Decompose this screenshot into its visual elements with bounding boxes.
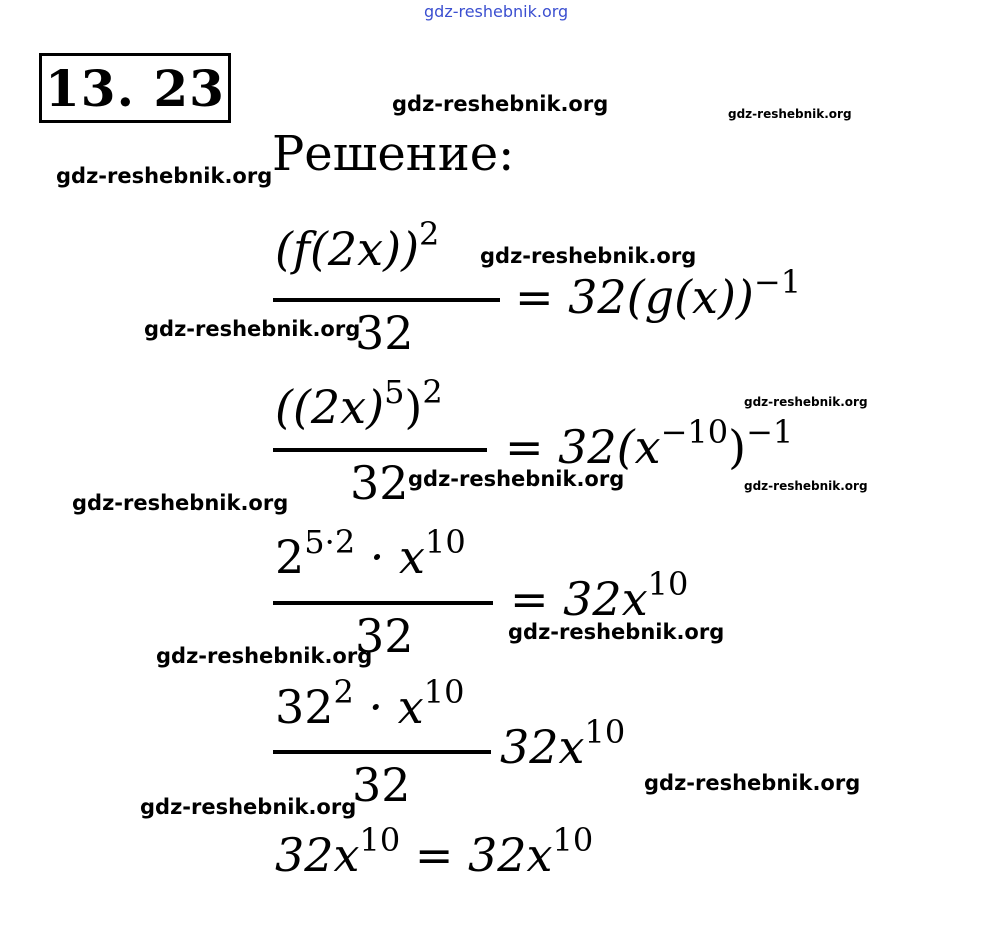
exponent: 10 [423,673,465,711]
exponent: 2 [333,673,354,711]
equation-1-denominator: 32 [355,306,414,360]
watermark: gdz-reshebnik.org [508,620,725,644]
watermark: gdz-reshebnik.org [744,479,868,493]
equation-4-numerator [275,673,465,734]
numerator-base: 32 [275,680,334,734]
exponent: 10 [552,821,594,859]
rhs-expression: 32x [500,720,585,774]
exponent: 2 [422,373,443,411]
numerator-expression: ((2x) [275,380,385,434]
exponent: 10 [359,821,401,859]
exponent: 10 [647,565,689,603]
fraction-bar [273,298,500,302]
equation-3-rhs [510,565,689,626]
watermark: gdz-reshebnik.org [644,771,861,795]
exponent: −1 [746,413,794,451]
fraction-bar [273,601,493,605]
equation-2-denominator: 32 [350,456,409,510]
exponent: 5 [384,373,405,411]
equation-4-denominator: 32 [352,758,411,812]
watermark: gdz-reshebnik.org [56,164,273,188]
watermark: gdz-reshebnik.org [144,317,361,341]
exponent: 10 [584,713,626,751]
numerator-expression: (f(2x)) [275,222,420,276]
numerator-variable: · x [353,680,424,734]
rhs-expression: = 32x [510,572,648,626]
fraction-bar [273,750,491,754]
equation-1-rhs [515,263,802,324]
watermark: gdz-reshebnik.org [156,644,373,668]
watermark: gdz-reshebnik.org [480,244,697,268]
equation-3-numerator [275,523,466,584]
exponent: −1 [753,263,802,301]
equation-1-numerator [275,215,440,276]
watermark-top: gdz-reshebnik.org [424,2,569,21]
numerator-base: 2 [275,530,305,584]
rhs-close: ) [728,420,747,474]
watermark: gdz-reshebnik.org [392,92,609,116]
problem-number: 13. 23 [39,53,231,123]
fraction-bar [273,448,487,452]
watermark: gdz-reshebnik.org [408,467,625,491]
watermark: gdz-reshebnik.org [728,107,852,121]
numerator-variable: · x [355,530,425,584]
lhs-expression: 32x [275,828,360,882]
exponent: −10 [660,413,729,451]
equation-5 [275,821,594,882]
numerator-close: ) [404,380,423,434]
solution-heading: Решение: [272,126,515,182]
equation-2-numerator [275,373,443,434]
rhs-expression: = 32(g(x)) [515,270,754,324]
watermark: gdz-reshebnik.org [140,795,357,819]
equation-2-rhs [505,413,794,474]
rhs-expression: = 32(x [505,420,661,474]
equation-3-denominator: 32 [355,609,414,663]
watermark: gdz-reshebnik.org [72,491,289,515]
exponent: 2 [419,215,440,253]
exponent: 10 [424,523,466,561]
rhs-expression: = 32x [400,828,553,882]
watermark: gdz-reshebnik.org [744,395,868,409]
equation-4-rhs [500,713,626,774]
exponent: 5·2 [304,523,356,561]
